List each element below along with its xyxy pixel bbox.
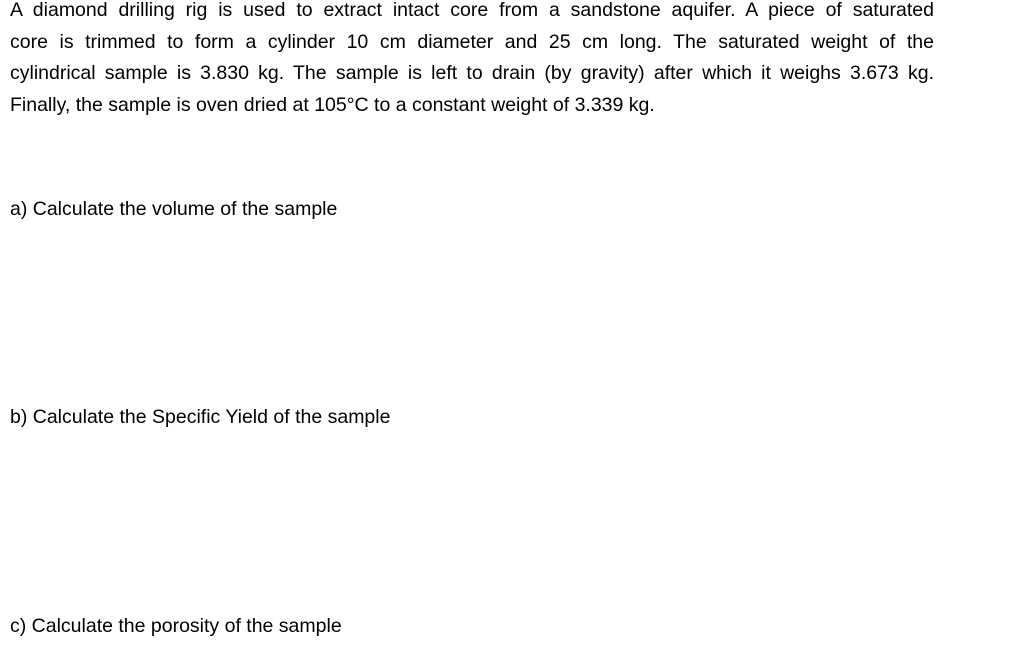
problem-statement-line: core is trimmed to form a cylinder 10 cm diameter and 25 cm long. The saturated weight of the	[10, 30, 934, 53]
question-b: b) Calculate the Specific Yield of the sample	[10, 406, 391, 428]
question-c: c) Calculate the porosity of the sample	[10, 615, 342, 637]
problem-statement-line: Finally, the sample is oven dried at 105°C to a constant weight of 3.339 kg.	[10, 93, 655, 116]
problem-statement	[10, 0, 934, 121]
problem-statement-line: A diamond drilling rig is used to extract intact core from a sandstone aquifer. A piece of saturated	[10, 0, 934, 21]
problem-statement-line: cylindrical sample is 3.830 kg. The sample is left to drain (by gravity) after which it weighs 3.673 kg.	[10, 62, 934, 84]
question-a: a) Calculate the volume of the sample	[10, 198, 338, 220]
